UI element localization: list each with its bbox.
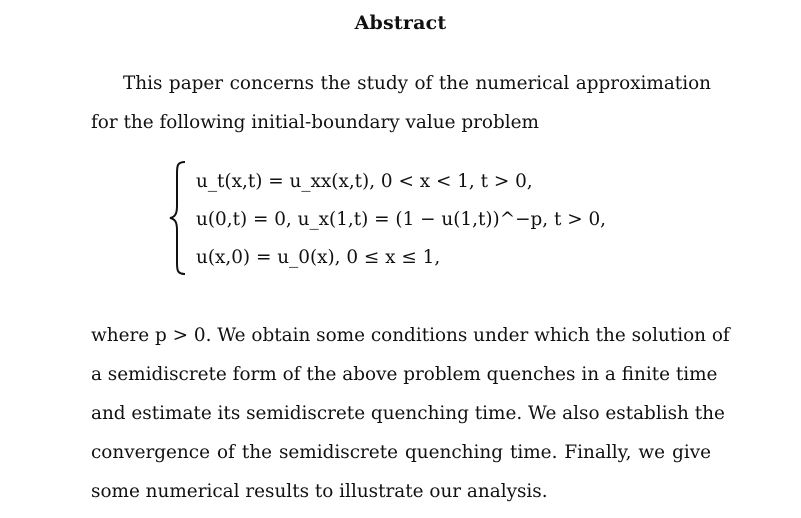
body-line: convergence of the semidiscrete quenching time. Finally, we give — [91, 442, 711, 463]
equation-line-3: u(x,0) = u_0(x), 0 ≤ x ≤ 1, — [196, 247, 441, 268]
body-line: some numerical results to illustrate our analysis. — [91, 481, 548, 502]
abstract-heading: Abstract — [354, 12, 447, 34]
left-brace — [168, 160, 188, 276]
intro-paragraph — [91, 64, 711, 142]
equation-line-1: u_t(x,t) = u_xx(x,t), 0 < x < 1, t > 0, — [196, 171, 533, 192]
intro-line: for the following initial-boundary value problem — [91, 112, 539, 133]
body-line: and estimate its semidiscrete quenching time. We also establish the — [91, 403, 725, 424]
equation-system — [168, 160, 688, 276]
body-line: a semidiscrete form of the above problem quenches in a finite time — [91, 364, 718, 385]
intro-line: This paper concerns the study of the numerical approximation — [123, 73, 711, 94]
equation-line-2: u(0,t) = 0, u_x(1,t) = (1 − u(1,t))^−p, t > 0, — [196, 209, 607, 230]
body-paragraph — [91, 316, 730, 511]
body-line: where p > 0. We obtain some conditions under which the solution of — [91, 325, 730, 346]
